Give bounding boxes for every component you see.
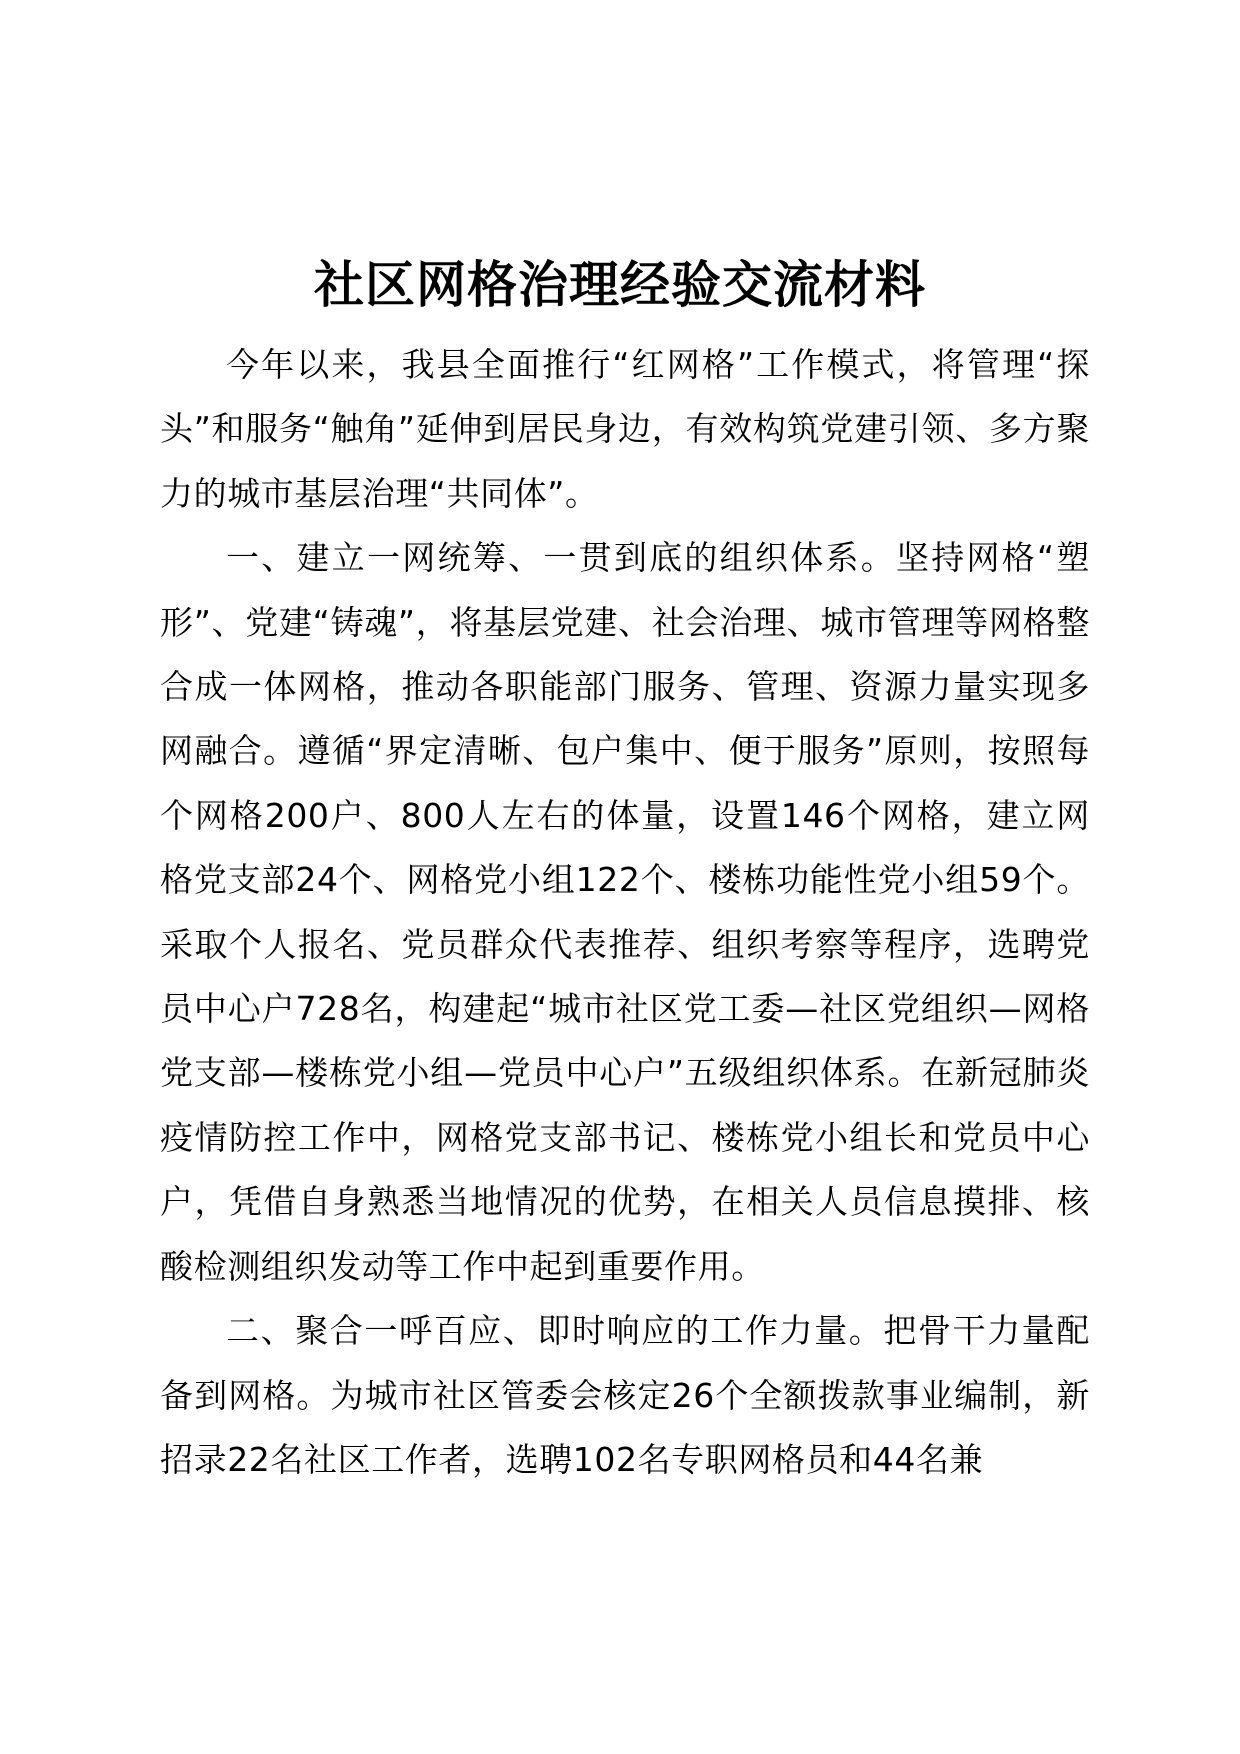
paragraph-intro: 今年以来，我县全面推行“红网格”工作模式，将管理“探头”和服务“触角”延伸到居民身边，有效构筑党建引领、多方聚力的城市基层治理“共同体”。 bbox=[160, 345, 1090, 513]
paragraph-section-two: 二、聚合一呼百应、即时响应的工作力量。把骨干力量配备到网格。为城市社区管委会核定26个全额拨款事业编制，新招录22名社区工作者，选聘102名专职网格员和44名兼 bbox=[160, 1311, 1090, 1479]
document-title: 社区网格治理经验交流材料 bbox=[314, 256, 926, 314]
document-body bbox=[160, 333, 1090, 1492]
paragraph-section-one: 一、建立一网统筹、一贯到底的组织体系。坚持网格“塑形”、党建“铸魂”，将基层党建、社会治理、城市管理等网格整合成一体网格，推动各职能部门服务、管理、资源力量实现多网融合。遵循“界定清晰、包户集中、便于服务”原则，按照每个网格200户、800人左右的体量，设置146个网格，建立网格党支部24个、网格党小组122个、楼栋功能性党小组59个。采取个人报名、党员群众代表推荐、组织考察等程序，选聘党员中心户728名，构建起“城市社区党工委—社区党组织—网格党支部—楼栋党小组—党员中心户”五级组织体系。在新冠肺炎疫情防控工作中，网格党支部书记、楼栋党小组长和党员中心户，凭借自身熟悉当地情况的优势，在相关人员信息摸排、核酸检测组织发动等工作中起到重要作用。 bbox=[160, 538, 1090, 1286]
